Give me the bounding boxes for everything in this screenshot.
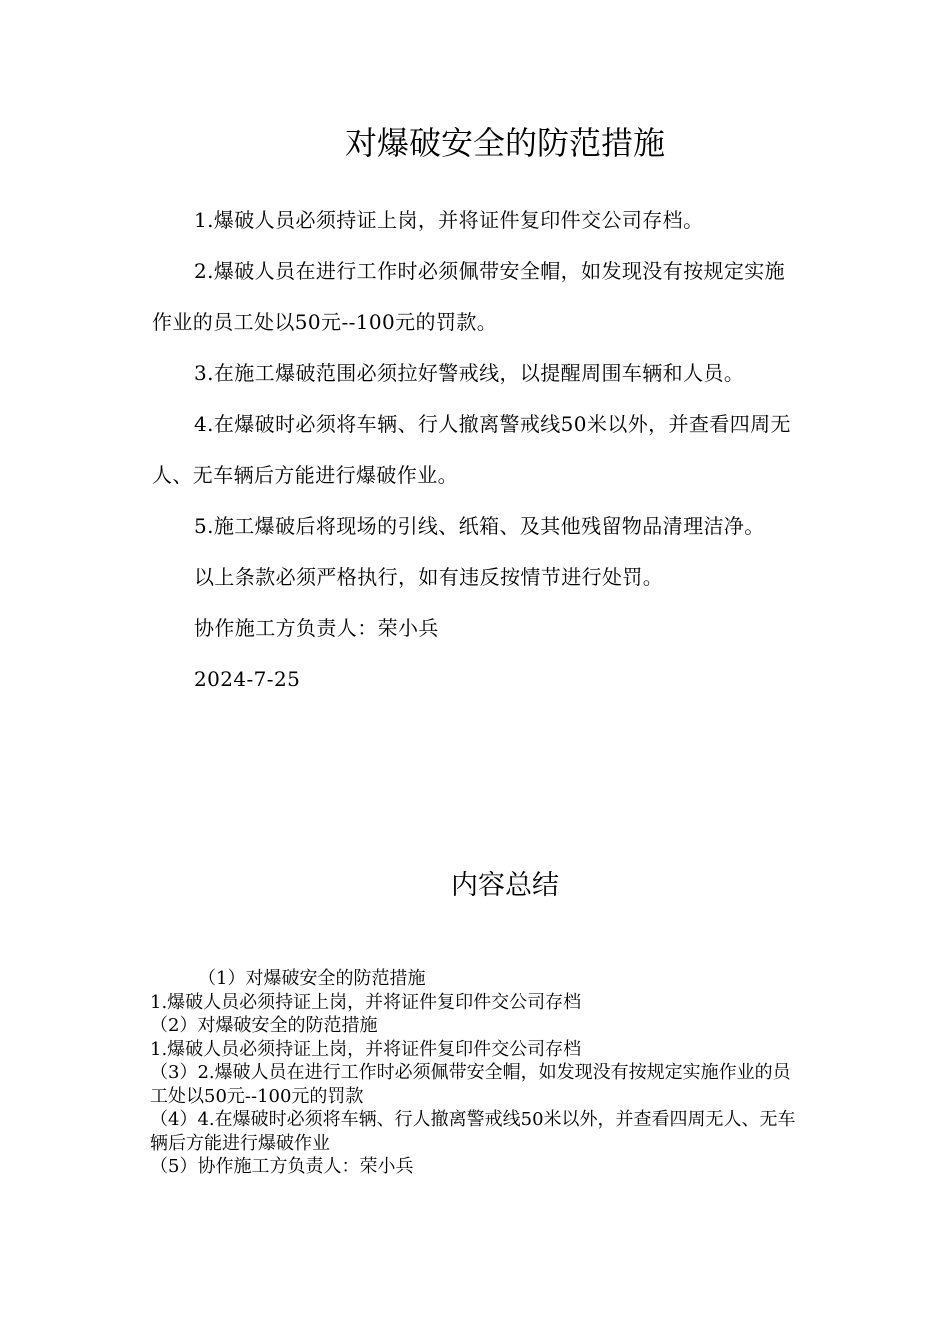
summary-line: （4）4.在爆破时必须将车辆、行人撤离警戒线50米以外，并查看四周无人、无车辆后方能进行爆破作业 [150,1109,796,1154]
summary-line: （3）2.爆破人员在进行工作时必须佩带安全帽，如发现没有按规定实施作业的员工处以50元--100元的罚款 [150,1062,791,1107]
summary-line: 1.爆破人员必须持证上岗，并将证件复印件交公司存档 [150,991,582,1013]
summary-line: （1）对爆破安全的防范措施 [198,968,426,989]
summary-line: 1.爆破人员必须持证上岗，并将证件复印件交公司存档 [150,1038,582,1060]
paragraph-rule-5: 5.施工爆破后将现场的引线、纸箱、及其他残留物品清理洁净。 [194,514,765,538]
document-body [152,195,802,705]
summary-body [150,967,805,1179]
summary-line: （2）对爆破安全的防范措施 [150,1015,378,1036]
summary-line: （5）协作施工方负责人：荣小兵 [150,1156,414,1177]
paragraph-rule-1: 1.爆破人员必须持证上岗，并将证件复印件交公司存档。 [194,208,704,232]
document-title: 对爆破安全的防范措施 [344,124,665,162]
paragraph-rule-3: 3.在施工爆破范围必须拉好警戒线，以提醒周围车辆和人员。 [194,361,745,385]
paragraph-rule-2: 2.爆破人员在进行工作时必须佩带安全帽，如发现没有按规定实施作业的员工处以50元--100元的罚款。 [152,259,786,334]
paragraph-responsible-person: 协作施工方负责人：荣小兵 [194,616,439,640]
paragraph-rule-4: 4.在爆破时必须将车辆、行人撤离警戒线50米以外，并查看四周无人、无车辆后方能进行爆破作业。 [152,412,791,487]
paragraph-enforcement: 以上条款必须严格执行，如有违反按情节进行处罚。 [194,565,664,589]
paragraph-date: 2024-7-25 [194,667,301,691]
summary-title: 内容总结 [451,870,559,901]
